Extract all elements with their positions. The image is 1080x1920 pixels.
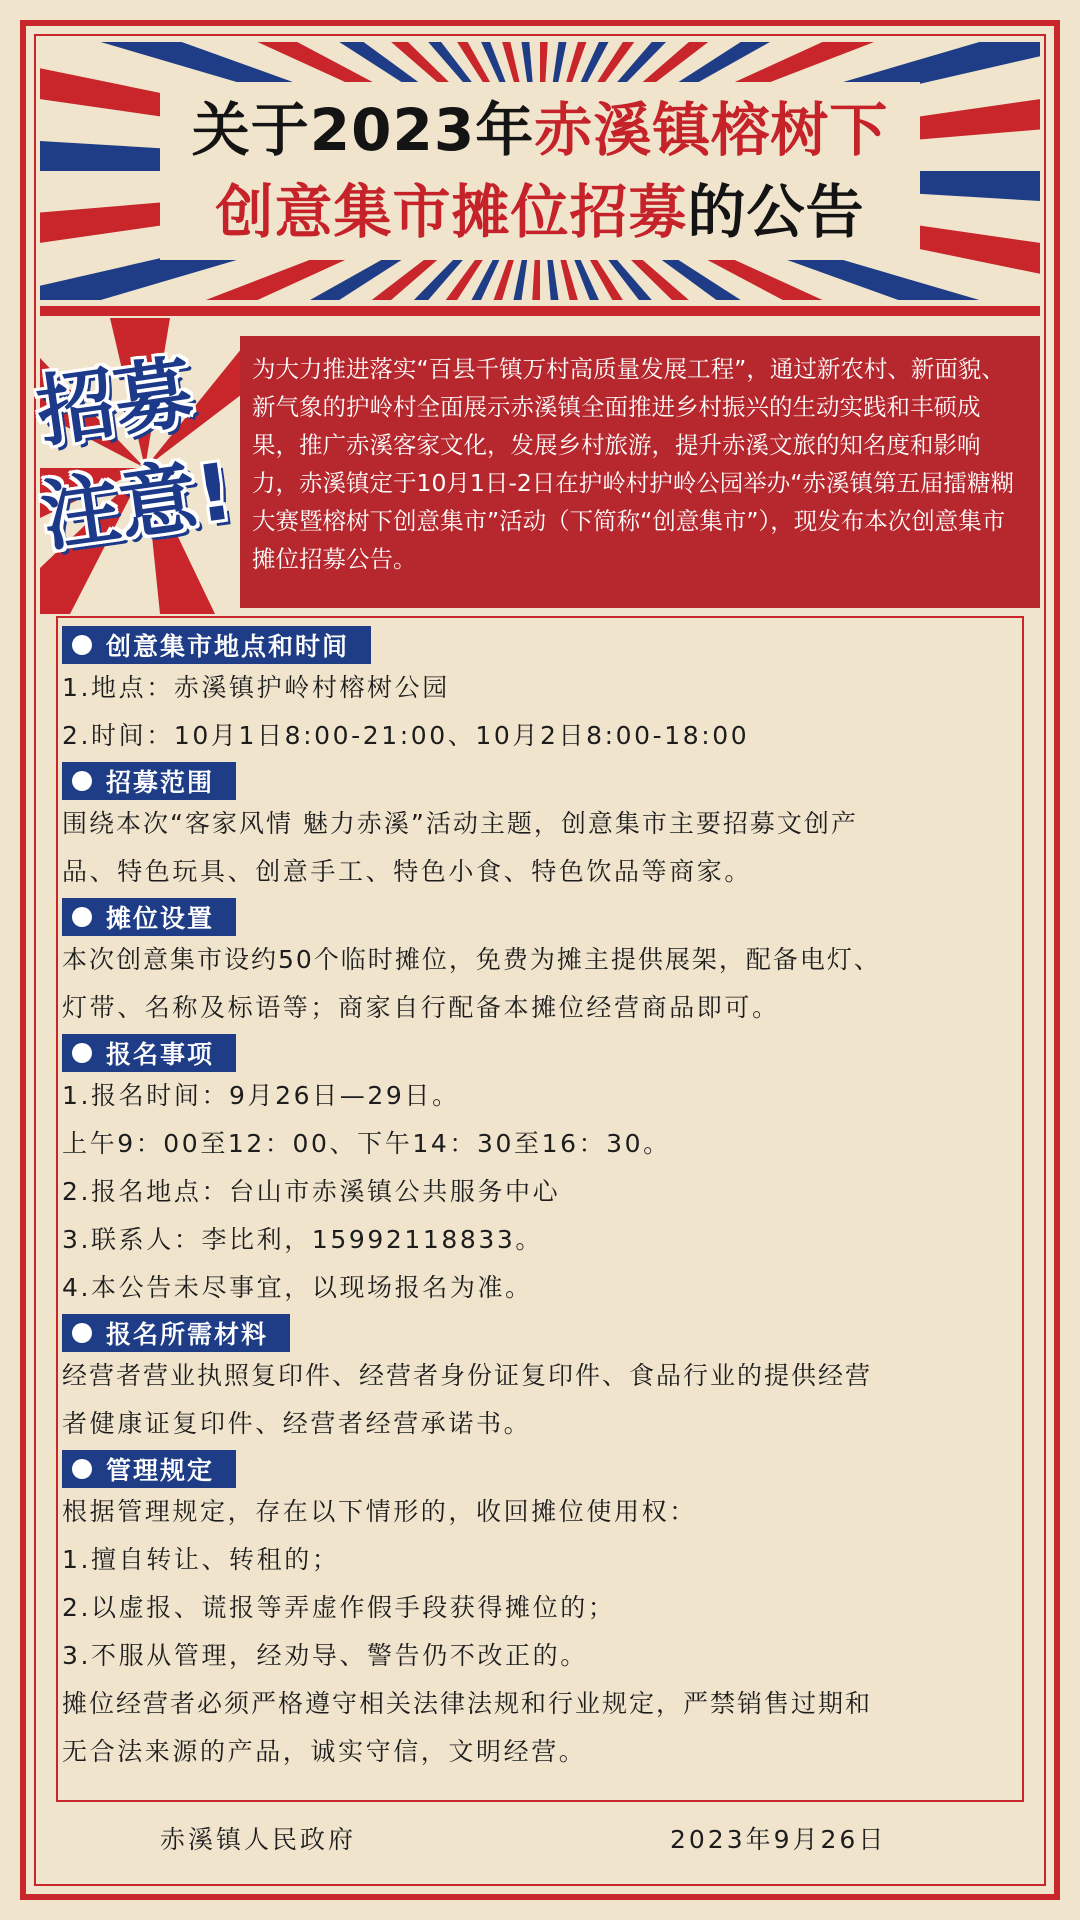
- title-line-1-red: 赤溪镇榕树下: [534, 96, 889, 164]
- bullet-dot-icon: [72, 907, 92, 927]
- section-booth-setup: [62, 896, 1020, 1032]
- title-line-2: [215, 171, 864, 253]
- title-line-2-black: 的公告: [687, 178, 865, 246]
- body-line: 3.不服从管理，经劝导、警告仍不改正的。: [62, 1641, 588, 1670]
- body-line: 者健康证复印件、经营者经营承诺书。: [62, 1409, 532, 1438]
- body-line: 品、特色玩具、创意手工、特色小食、特色饮品等商家。: [62, 857, 753, 886]
- section-scope: [62, 760, 1020, 896]
- section-heading: [62, 762, 236, 800]
- section-registration: [62, 1032, 1020, 1312]
- announcement-content: [62, 624, 1020, 1776]
- section-heading: [62, 626, 371, 664]
- recruit-notice-badge: [22, 342, 261, 589]
- bullet-dot-icon: [72, 635, 92, 655]
- body-line: 1.报名时间：9月26日—29日。: [62, 1081, 460, 1110]
- title-line-1: [192, 89, 888, 171]
- section-heading-label: 报名所需材料: [106, 1320, 269, 1349]
- body-line: 围绕本次“客家风情 魅力赤溪”活动主题，创意集市主要招募文创产: [62, 809, 858, 838]
- body-line: 1.地点：赤溪镇护岭村榕树公园: [62, 673, 450, 702]
- body-line: 2.以虚报、谎报等弄虚作假手段获得摊位的；: [62, 1593, 616, 1622]
- section-location-time: [62, 624, 1020, 760]
- intro-paragraph-box: [240, 336, 1040, 608]
- body-line: 无合法来源的产品，诚实守信，文明经营。: [62, 1737, 587, 1766]
- title-line-1-black: 关于2023年: [191, 96, 535, 164]
- section-heading: [62, 1450, 236, 1488]
- section-heading: [62, 1314, 290, 1352]
- section-materials: [62, 1312, 1020, 1448]
- bullet-dot-icon: [72, 771, 92, 791]
- body-line: 本次创意集市设约50个临时摊位，免费为摊主提供展架，配备电灯、: [62, 945, 881, 974]
- intro-paragraph: 为大力推进落实“百县千镇万村高质量发展工程”，通过新农村、新面貌、新气象的护岭村全面展示赤溪镇全面推进乡村振兴的生动实践和丰硕成果，推广赤溪客家文化，发展乡村旅游，提升赤溪文旅的知名度和影响力，赤溪镇定于10月1日-2日在护岭村护岭公园举办“赤溪镇第五届擂糖糊大赛暨榕树下创意集市”活动（下简称“创意集市”），现发布本次创意集市摊位招募公告。: [252, 355, 1014, 573]
- body-line: 2.时间：10月1日8:00-21:00、10月2日8:00-18:00: [62, 721, 750, 750]
- title-line-2-red: 创意集市摊位招募: [215, 178, 688, 246]
- body-line: 摊位经营者必须严格遵守相关法律法规和行业规定，严禁销售过期和: [62, 1689, 873, 1718]
- section-heading: [62, 898, 236, 936]
- section-management-rules: [62, 1448, 1020, 1776]
- bullet-dot-icon: [72, 1323, 92, 1343]
- badge-line-1: 招募: [31, 347, 199, 459]
- body-line: 根据管理规定，存在以下情形的，收回摊位使用权：: [62, 1497, 697, 1526]
- issuer-name: 赤溪镇人民政府: [160, 1825, 357, 1854]
- section-heading-label: 招募范围: [106, 768, 215, 797]
- badge-line-2: 注意!: [36, 447, 239, 563]
- issue-date: 2023年9月26日: [670, 1825, 887, 1854]
- section-heading-label: 报名事项: [106, 1040, 215, 1069]
- body-line: 经营者营业执照复印件、经营者身份证复印件、食品行业的提供经营: [62, 1361, 873, 1390]
- body-line: 2.报名地点：台山市赤溪镇公共服务中心: [62, 1177, 561, 1206]
- bullet-dot-icon: [72, 1043, 92, 1063]
- section-heading-label: 管理规定: [106, 1456, 215, 1485]
- section-heading: [62, 1034, 236, 1072]
- title-banner: [40, 42, 1040, 300]
- body-line: 上午9：00至12：00、下午14：30至16：30。: [62, 1129, 671, 1158]
- body-line: 灯带、名称及标语等；商家自行配备本摊位经营商品即可。: [62, 993, 780, 1022]
- body-line: 3.联系人：李比利，15992118833。: [62, 1225, 544, 1254]
- poster-title: [40, 42, 1040, 300]
- section-heading-label: 创意集市地点和时间: [106, 632, 350, 661]
- body-line: 4.本公告未尽事宜，以现场报名为准。: [62, 1273, 533, 1302]
- bullet-dot-icon: [72, 1459, 92, 1479]
- body-line: 1.擅自转让、转租的；: [62, 1545, 340, 1574]
- title-divider: [40, 306, 1040, 316]
- section-heading-label: 摊位设置: [106, 904, 215, 933]
